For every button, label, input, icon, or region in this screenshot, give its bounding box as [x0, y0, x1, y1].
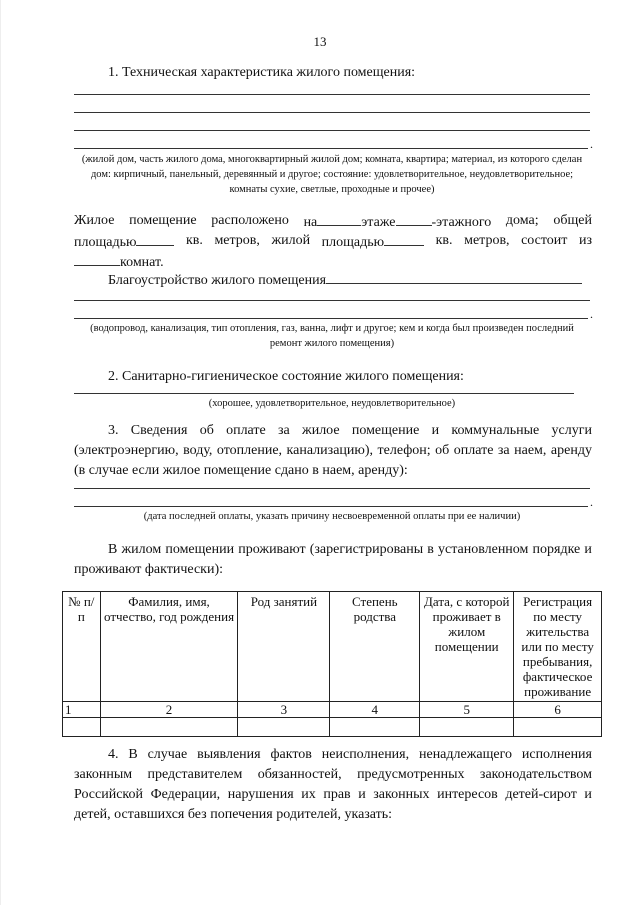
amenities-row — [108, 269, 582, 291]
note-line: дом: кирпичный, панельный, деревянный и другое; состояние: удовлетворительное, неудовлетворительное; — [90, 169, 574, 180]
section-4-line-4: детей, оставшихся без попечения родителей, указать: — [74, 807, 393, 822]
section-1-title: 1. Техническая характеристика жилого помещения: — [108, 65, 416, 80]
floors-total-field[interactable] — [396, 211, 432, 226]
col-header-occupation: Род занятий — [238, 592, 330, 702]
living-area-field[interactable] — [384, 231, 424, 246]
location-line-3: комнат. — [74, 251, 164, 273]
location-line-1: Жилое помещение расположено на этаже -этажного дома; общей — [74, 213, 592, 230]
col-header-relation: Степень родства — [330, 592, 420, 702]
col-header-name: Фамилия, имя, отчество, год рождения — [100, 592, 238, 702]
location-line-2: площадью кв. метров, жилой площадью кв. метров, состоит из — [74, 233, 592, 250]
col-header-number: № п/п — [63, 592, 101, 702]
section-2-title: 2. Санитарно-гигиеническое состояние жилого помещения: — [108, 369, 464, 384]
total-area-field[interactable] — [136, 231, 174, 246]
section-2-note: (хорошее, удовлетворительное, неудовлетворительное) — [208, 398, 456, 409]
table-row — [63, 718, 602, 737]
fill-line[interactable] — [74, 112, 590, 113]
fill-line[interactable] — [74, 318, 588, 319]
amenities-note: (водопровод, канализация, тип отопления, газ, ванна, лифт и другое; кем и когда был произведен последний ремонт жилого помещения) — [90, 323, 574, 349]
section-4-line-2: законным представителем обязанностей, предусмотренных законодательством — [74, 767, 592, 782]
section-4-line-1: 4. В случае выявления фактов неисполнения, ненадлежащего исполнения — [108, 747, 592, 762]
col-header-registration: Регистрация по месту жительства или по месту пребывания, фактическое проживание — [514, 592, 602, 702]
rooms-field[interactable] — [74, 251, 120, 266]
section-3-note: (дата последней оплаты, указать причину несвоевременной оплаты при ее наличии) — [143, 511, 521, 522]
document-page: 13 1. Техническая характеристика жилого помещения: . (жилой дом, часть жилого дома, многоквартирный жилой дом; комната, квартира; материал, из которого сделан дом: кирпичный, панельный, деревянный и другое; состояние: удовлетворительное, неудовлетворительное; комнаты сухие, светлые, проходные и прочее) Жилое помещение расположено на этаже -этажного дома; общей площадью кв. метров, жилой площадью кв. метров, состоит из комнат. Благоустройство жилого помещения . (водопровод, канализация, тип отопления, газ, ванна, лифт и другое; кем и когда был произведен последний ремонт жилого помещения) 2. Санитарно-гигиеническое состояние жилого помещения: (хорошее, удовлетворительное, неудовлетворительное) 3. Сведения об оплате за жилое помещение и коммунальные услуги (электроэнергию, воду, отопление, канализацию), телефон; об оплате за наем, аренду (в случае если жилое помещение сдано в наем, аренду): . (дата последней оплаты, указать причину несвоевременной оплаты при ее наличии) В жилом помещении проживают (зарегистрированы в установленном порядке и проживают фактически): № п/п Фамилия, имя, отчество, год рождения Род занятий Степень родства Дата, с которой проживает в жилом помещении Регистрация по месту жительства или по месту пребывания, фактическое проживание 1 2 3 4 5 6 4. В случае выявления фактов неисполнения, ненадлежащего исполнения законным представителем обязанностей, предусмотренных законодательством Российской Федерации, нарушения их прав и законных интересов детей-сирот и детей, оставшихся без попечения родителей, указать: — [0, 0, 640, 905]
section-3-line-3: (в случае если жилое помещение сдано в наем, аренду): — [74, 463, 408, 478]
fill-line[interactable] — [74, 300, 590, 301]
fill-line[interactable] — [74, 506, 588, 507]
section-3-line-1: 3. Сведения об оплате за жилое помещение и коммунальные услуги — [108, 423, 592, 438]
section-1-note — [64, 152, 600, 197]
fill-line[interactable] — [74, 488, 590, 489]
amenities-label: Благоустройство жилого помещения — [108, 273, 327, 288]
note-line: комнаты сухие, светлые, проходные и прочее) — [229, 184, 435, 195]
section-4-line-3: Российской Федерации, нарушения их прав и законных интересов детей-сирот и — [74, 787, 592, 802]
fill-line[interactable] — [74, 393, 574, 394]
table-cell[interactable] — [420, 718, 514, 737]
table-cell[interactable] — [238, 718, 330, 737]
section-3-line-2: (электроэнергию, воду, отопление, канализацию), телефон; об оплате за наем, аренду — [74, 443, 592, 458]
note-line: (жилой дом, часть жилого дома, многоквартирный жилой дом; комната, квартира; материал, из которого сделан — [81, 154, 583, 165]
table-number-row: 1 2 3 4 5 6 — [63, 702, 602, 718]
residents-intro-line-1: В жилом помещении проживают (зарегистрированы в установленном порядке и — [108, 542, 592, 557]
residents-table — [62, 591, 602, 737]
page-number: 13 — [313, 34, 327, 49]
table-cell[interactable] — [514, 718, 602, 737]
floor-field[interactable] — [317, 211, 361, 226]
amenities-field[interactable] — [326, 269, 582, 284]
col-header-date: Дата, с которой проживает в жилом помещении — [420, 592, 514, 702]
table-cell[interactable] — [100, 718, 238, 737]
fill-line[interactable] — [74, 130, 590, 131]
fill-line[interactable] — [74, 148, 588, 149]
scan-edge — [0, 0, 1, 905]
residents-intro-line-2: проживают фактически): — [74, 562, 224, 577]
table-cell[interactable] — [63, 718, 101, 737]
table-cell[interactable] — [330, 718, 420, 737]
fill-line[interactable] — [74, 94, 590, 95]
table-header-row — [63, 592, 602, 702]
